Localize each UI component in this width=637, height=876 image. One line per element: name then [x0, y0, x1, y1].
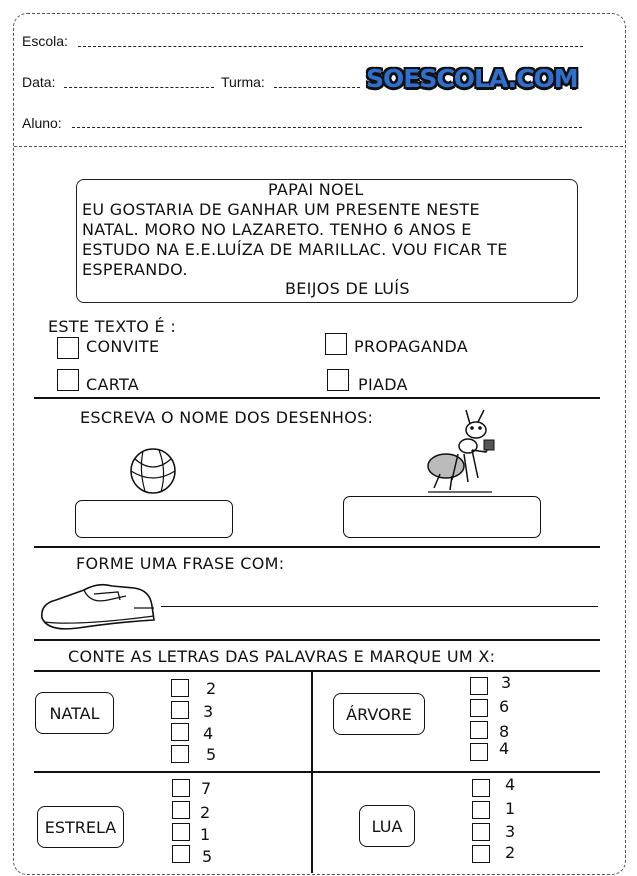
count-option: 2 [505, 843, 516, 862]
count-checkbox[interactable] [171, 723, 189, 741]
count-option: 1 [200, 825, 211, 844]
checkbox-piada[interactable] [327, 369, 349, 391]
letter-line: EU GOSTARIA DE GANHAR UM PRESENTE NESTE [82, 200, 480, 219]
count-checkbox[interactable] [172, 779, 190, 797]
count-checkbox[interactable] [172, 801, 190, 819]
sentence-line[interactable] [161, 606, 598, 607]
turma-label: Turma: [221, 74, 265, 90]
ant-illustration [412, 408, 508, 496]
count-option: 3 [203, 702, 214, 721]
count-option: 2 [206, 679, 217, 698]
word-arvore: ÁRVORE [333, 693, 425, 735]
letter-line: ESTUDO NA E.E.LUÍZA DE MARILLAC. VOU FICAR TE [82, 240, 508, 259]
checkbox-carta[interactable] [57, 369, 79, 391]
answer-box-ant[interactable] [343, 496, 541, 538]
count-option: 6 [499, 697, 510, 716]
count-checkbox[interactable] [472, 801, 490, 819]
letter-line: ESPERANDO. [82, 260, 188, 279]
count-option: 5 [202, 847, 213, 866]
option-convite: CONVITE [86, 337, 160, 356]
grid-top-line [34, 670, 600, 672]
word-estrela: ESTRELA [37, 806, 124, 848]
q2-prompt: ESCREVA O NOME DOS DESENHOS: [80, 408, 374, 427]
turma-field[interactable] [274, 87, 360, 88]
grid-middle-line [34, 771, 600, 773]
header-separator [14, 146, 623, 147]
count-checkbox[interactable] [470, 677, 488, 695]
option-piada: PIADA [358, 375, 408, 394]
data-field[interactable] [64, 87, 214, 88]
count-checkbox[interactable] [472, 823, 490, 841]
count-option: 2 [200, 803, 211, 822]
q1-prompt: ESTE TEXTO É : [48, 317, 177, 336]
ball-illustration [125, 445, 181, 495]
q3-prompt: FORME UMA FRASE COM: [76, 554, 285, 573]
count-option: 4 [499, 739, 510, 758]
section-divider [34, 639, 600, 641]
count-option: 4 [505, 775, 516, 794]
section-divider [34, 397, 600, 399]
letter-signature: BEIJOS DE LUÍS [285, 279, 410, 298]
option-propaganda: PROPAGANDA [354, 337, 468, 356]
soescola-logo: SOESCOLA.COM [366, 64, 578, 93]
option-carta: CARTA [86, 375, 140, 394]
letter-title: PAPAI NOEL [268, 180, 364, 199]
count-checkbox[interactable] [470, 699, 488, 717]
count-option: 3 [501, 673, 512, 692]
count-checkbox[interactable] [472, 779, 490, 797]
data-label: Data: [22, 74, 56, 90]
shoe-illustration [38, 578, 158, 634]
escola-label: Escola: [22, 33, 68, 49]
answer-box-ball[interactable] [75, 500, 233, 538]
word-lua: LUA [359, 805, 415, 847]
count-option: 5 [206, 745, 217, 764]
aluno-field[interactable] [72, 127, 582, 128]
escola-field[interactable] [78, 46, 583, 47]
aluno-label: Aluno: [22, 115, 62, 131]
page-frame [13, 13, 626, 875]
count-checkbox[interactable] [171, 701, 189, 719]
q4-prompt: CONTE AS LETRAS DAS PALAVRAS E MARQUE UM X: [68, 647, 496, 666]
count-checkbox[interactable] [472, 845, 490, 863]
letter-line: NATAL. MORO NO LAZARETO. TENHO 6 ANOS E [82, 220, 472, 239]
count-checkbox[interactable] [171, 679, 189, 697]
word-natal: NATAL [35, 692, 114, 734]
count-checkbox[interactable] [172, 845, 190, 863]
count-checkbox[interactable] [470, 721, 488, 739]
count-checkbox[interactable] [470, 743, 488, 761]
count-option: 4 [203, 724, 214, 743]
count-option: 3 [505, 822, 516, 841]
checkbox-convite[interactable] [57, 337, 79, 359]
count-option: 1 [505, 799, 516, 818]
count-checkbox[interactable] [171, 745, 189, 763]
count-option: 8 [499, 722, 510, 741]
section-divider [34, 546, 600, 548]
count-option: 7 [201, 779, 212, 798]
count-checkbox[interactable] [172, 823, 190, 841]
checkbox-propaganda[interactable] [325, 333, 347, 355]
